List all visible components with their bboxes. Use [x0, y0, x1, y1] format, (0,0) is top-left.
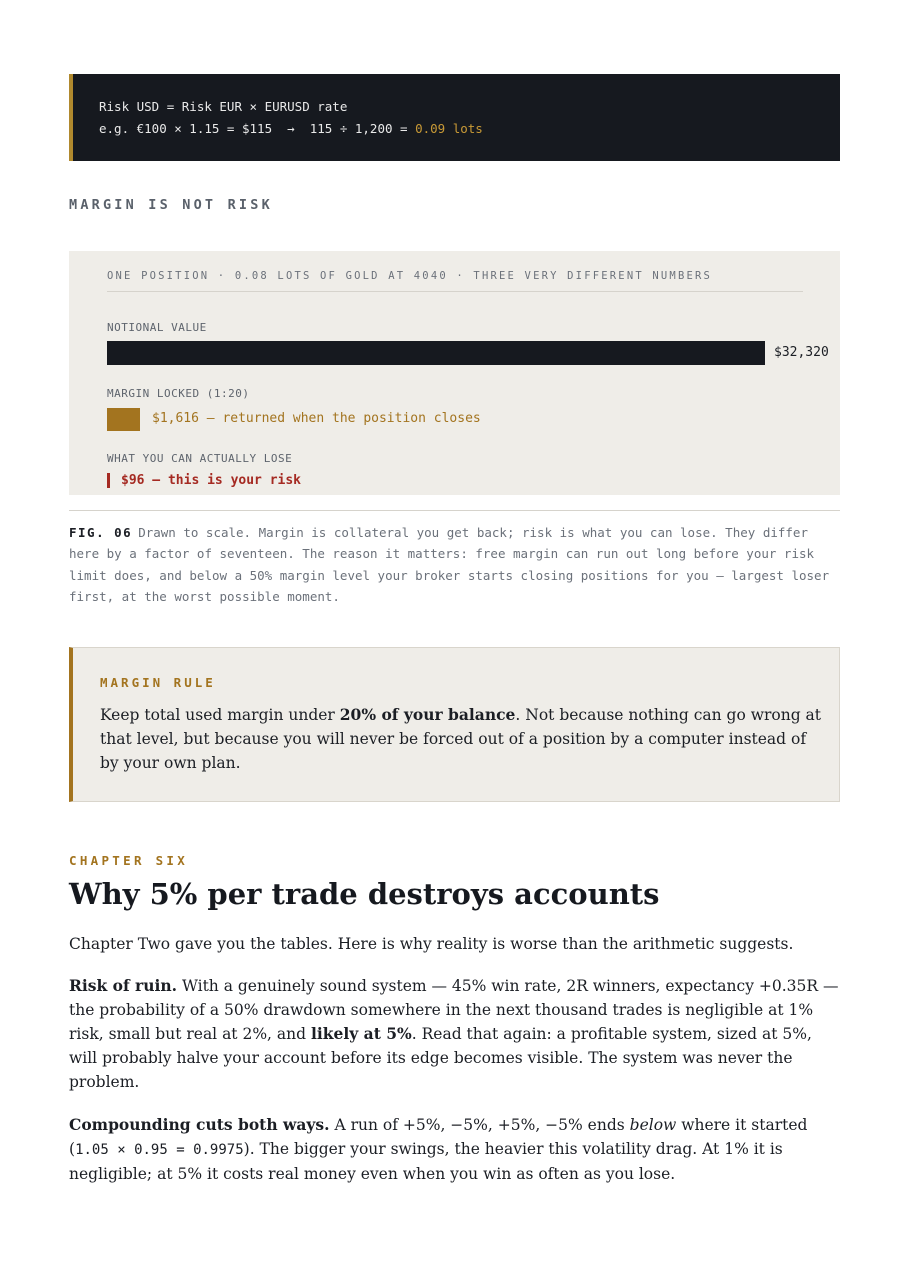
margin-label: MARGIN LOCKED (1:20) [107, 387, 250, 400]
inline-code: 1.05 × 0.95 = 0.9975 [75, 1142, 244, 1158]
section-heading: MARGIN IS NOT RISK [69, 197, 273, 213]
risk-label: WHAT YOU CAN ACTUALLY LOSE [107, 452, 293, 465]
paragraph-emphasis: likely at 5% [310, 1024, 412, 1043]
formula-code-block [69, 74, 840, 161]
formula-example: e.g. €100 × 1.15 = $115 → 115 ÷ 1,200 = [99, 121, 416, 136]
margin-bar [107, 408, 140, 431]
paragraph-text-end: ). The bigger your swings, the heavier this volatility drag. At 1% it is negligible; at 5% it costs real money even when you win as often as you lose. [69, 1140, 783, 1183]
chapter-intro: Chapter Two gave you the tables. Here is why reality is worse than the arithmetic suggests. [69, 935, 794, 953]
notional-label: NOTIONAL VALUE [107, 321, 207, 334]
paragraph-compounding [69, 1113, 844, 1186]
notional-value: $32,320 [774, 345, 829, 360]
rule-text-end: . Not because nothing can go wrong at that level, but because you will never be forced out of a position by a computer instead of by your own plan. [100, 706, 822, 772]
margin-value: $1,616 — returned when the position closes [152, 411, 481, 426]
notional-bar [107, 341, 765, 365]
margin-vs-risk-figure [69, 251, 840, 495]
rule-body [100, 703, 825, 775]
formula-line-2 [99, 118, 840, 140]
figure-header: ONE POSITION · 0.08 LOTS OF GOLD AT 4040 · THREE VERY DIFFERENT NUMBERS [107, 270, 803, 292]
paragraph-text: A run of +5%, −5%, +5%, −5% ends [329, 1116, 630, 1134]
risk-bar [107, 473, 110, 488]
formula-line-1: Risk USD = Risk EUR × EURUSD rate [99, 99, 348, 114]
figure-divider [69, 510, 840, 511]
rule-text: Keep total used margin under [100, 706, 340, 724]
paragraph-italic: below [629, 1116, 677, 1134]
rule-emphasis: 20% of your balance [339, 705, 516, 724]
figure-tag: FIG. 06 [69, 525, 133, 540]
rule-title: MARGIN RULE [100, 675, 216, 690]
figure-caption [69, 522, 844, 607]
paragraph-lead: Risk of ruin. [69, 976, 178, 995]
paragraph-lead: Compounding cuts both ways. [69, 1115, 330, 1134]
paragraph-text: where it started ( [69, 1116, 808, 1158]
formula-result: 0.09 lots [415, 121, 483, 136]
chapter-title: Why 5% per trade destroys accounts [69, 877, 660, 911]
paragraph-text: With a genuinely sound system — 45% win rate, 2R winners, expectancy +0.35R — the probability of a 50% drawdown somewhere in the next thousand trades is negligible at 1% risk, small but real at 2%, and [69, 977, 839, 1043]
risk-value: $96 — this is your risk [121, 473, 302, 488]
paragraph-risk-of-ruin [69, 974, 844, 1094]
figure-caption-text: Drawn to scale. Margin is collateral you get back; risk is what you can lose. They differ here by a factor of seventeen. The reason it matters: free margin can run out long before your risk limit does, and below a 50% margin level your broker starts closing positions for you — largest loser first, at the worst possible moment. [69, 525, 830, 604]
chapter-label: CHAPTER SIX [69, 853, 189, 868]
margin-rule-callout [69, 647, 840, 802]
paragraph-text-end: . Read that again: a profitable system, sized at 5%, will probably halve your account before its edge becomes visible. The system was never the problem. [69, 1025, 812, 1091]
